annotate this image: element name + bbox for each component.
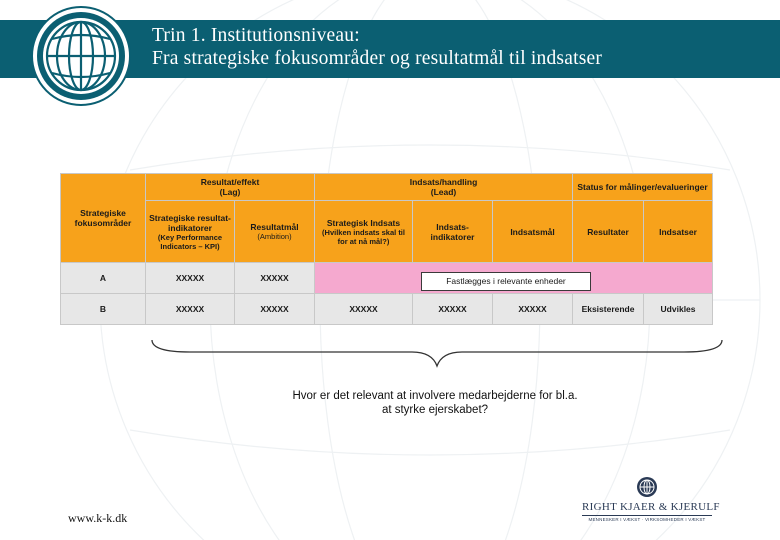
involvement-question xyxy=(200,389,670,417)
row-b-label: B xyxy=(61,294,146,325)
brand-name: RIGHT KJAER & KJERULF xyxy=(582,501,720,513)
row-a-indicator: XXXXX xyxy=(146,263,235,294)
col-strategic-indicators: Strategiske resultat-indikatorer (Key Performance Indicators – KPI) xyxy=(146,201,235,263)
col-results: Resultater xyxy=(573,201,644,263)
row-a-label: A xyxy=(61,263,146,294)
slide-title-line-2: Fra strategiske fokusområder og resultatmål til indsatser xyxy=(152,48,603,69)
row-b-goal: XXXXX xyxy=(235,294,315,325)
brand-globe-icon xyxy=(636,476,658,498)
brand-logo xyxy=(582,476,720,526)
curly-brace-icon xyxy=(150,336,724,370)
row-b-results: Eksisterende xyxy=(573,294,644,325)
row-b-effort: XXXXX xyxy=(315,294,413,325)
col-effort-indicators: Indsats-indikatorer xyxy=(413,201,493,263)
col-effort-goal: Indsatsmål xyxy=(493,201,573,263)
brand-divider xyxy=(582,515,712,516)
group-status: Status for målinger/evalueringer xyxy=(573,174,713,201)
group-result-effect: Resultat/effekt (Lag) xyxy=(146,174,315,201)
column-header-row xyxy=(61,201,713,263)
question-line-2: at styrke ejerskabet? xyxy=(381,404,489,416)
strategy-matrix-table xyxy=(60,173,713,325)
footer-url: www.k-k.dk xyxy=(68,511,128,525)
table-row-a xyxy=(61,263,713,294)
row-b-indicator: XXXXX xyxy=(146,294,235,325)
group-effort-action: Indsats/handling (Lead) xyxy=(315,174,573,201)
col-strategic-focus: Strategiske fokusområder xyxy=(61,174,146,263)
col-strategic-effort: Strategisk Indsats (Hvilken indsats skal til for at nå mål?) xyxy=(315,201,413,263)
col-efforts: Indsatser xyxy=(644,201,713,263)
brand-tagline: MENNESKER I VÆKST · VIRKSOMHEDER I VÆKST xyxy=(588,517,706,522)
col-result-goal: Resultatmål (Ambition) xyxy=(235,201,315,263)
slide-title-line-1: Trin 1. Institutionsniveau: xyxy=(152,25,360,46)
row-a-merged-note: Fastlægges i relevante enheder xyxy=(421,272,591,291)
globe-logo-icon xyxy=(30,5,132,107)
slide-title xyxy=(152,24,602,70)
row-b-efforts: Udvikles xyxy=(644,294,713,325)
group-header-row xyxy=(61,174,713,201)
table-row-b xyxy=(61,294,713,325)
row-b-effort-indicator: XXXXX xyxy=(413,294,493,325)
row-b-effort-goal: XXXXX xyxy=(493,294,573,325)
question-line-1: Hvor er det relevant at involvere medarbejderne for bl.a. xyxy=(292,390,578,402)
row-a-goal: XXXXX xyxy=(235,263,315,294)
